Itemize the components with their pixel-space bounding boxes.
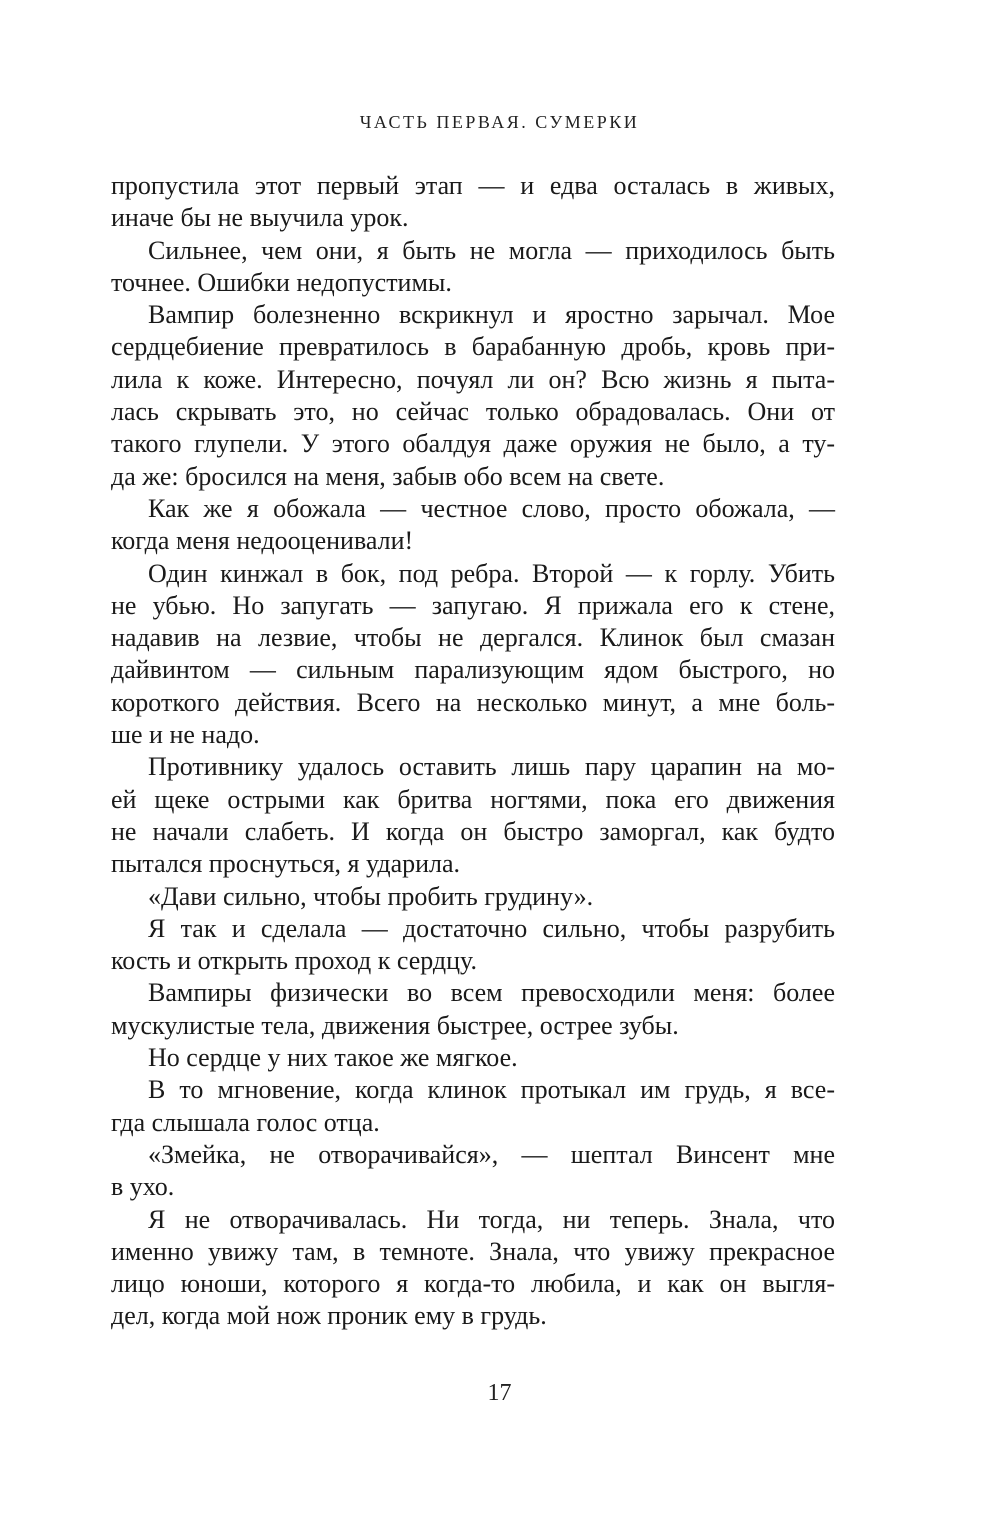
text-line: ше и не надо.: [111, 720, 260, 750]
text-line: да же: бросился на меня, забыв обо всем на свете.: [111, 461, 665, 491]
text-line: Вампир болезненно вскрикнул и яростно зарычал. Мое: [148, 300, 835, 330]
text-line: гда слышала голос отца.: [111, 1107, 380, 1137]
text-line: Как же я обожала — честное слово, просто обожала, —: [148, 493, 835, 523]
text-line: мускулистые тела, движения быстрее, острее зубы.: [111, 1010, 679, 1040]
text-line: лась скрывать это, но сейчас только обрадовалась. Они от: [111, 397, 835, 427]
text-line: лила к коже. Интересно, почуял ли он? Всю жизнь я пыта-: [111, 364, 835, 394]
text-line: короткого действия. Всего на несколько минут, а мне боль-: [111, 687, 835, 717]
text-line: иначе бы не выучила урок.: [111, 203, 409, 233]
text-line: пытался проснуться, я ударила.: [111, 849, 461, 879]
text-line: кость и открыть проход к сердцу.: [111, 946, 477, 976]
text-line: в ухо.: [111, 1172, 175, 1202]
body-text: [111, 170, 835, 1333]
text-line: точнее. Ошибки недопустимы.: [111, 267, 452, 297]
running-head: ЧАСТЬ ПЕРВАЯ. СУМЕРКИ: [359, 112, 640, 132]
text-line: Я не отворачивалась. Ни тогда, ни теперь. Знала, что: [148, 1204, 835, 1234]
text-line: дел, когда мой нож проник ему в грудь.: [111, 1301, 547, 1331]
text-line: когда меня недооценивали!: [111, 526, 414, 556]
text-line: дайвинтом — сильным парализующим ядом быстрого, но: [111, 655, 835, 685]
text-line: лицо юноши, которого я когда-то любила, и как он выгля-: [111, 1269, 835, 1299]
text-line: такого глупели. У этого обалдуя даже оружия не было, а ту-: [111, 429, 835, 459]
text-line: не начали слабеть. И когда он быстро заморгал, как будто: [111, 816, 835, 846]
text-line: Противнику удалось оставить лишь пару царапин на мо-: [148, 752, 835, 782]
text-line: Сильнее, чем они, я быть не могла — приходилось быть: [148, 235, 835, 265]
text-line: ей щеке острыми как бритва ногтями, пока его движения: [111, 784, 835, 814]
text-line: сердцебиение превратилось в барабанную дробь, кровь при-: [111, 332, 835, 362]
text-line: надавив на лезвие, чтобы не дергался. Клинок был смазан: [111, 623, 835, 653]
text-line: именно увижу там, в темноте. Знала, что увижу прекрасное: [111, 1236, 835, 1266]
text-line: не убью. Но запугать — запугаю. Я прижала его к стене,: [111, 590, 835, 620]
text-line: «Змейка, не отворачивайся», — шептал Винсент мне: [148, 1139, 835, 1169]
text-line: Вампиры физически во всем превосходили меня: более: [148, 978, 835, 1008]
text-line: пропустила этот первый этап — и едва осталась в живых,: [111, 171, 835, 200]
text-line: Я так и сделала — достаточно сильно, чтобы разрубить: [148, 913, 835, 943]
page-number: 17: [487, 1380, 512, 1406]
text-line: «Дави сильно, чтобы пробить грудину».: [148, 881, 594, 911]
text-line: В то мгновение, когда клинок протыкал им грудь, я все-: [148, 1075, 835, 1105]
text-line: Но сердце у них такое же мягкое.: [148, 1043, 518, 1073]
text-line: Один кинжал в бок, под ребра. Второй — к горлу. Убить: [148, 558, 835, 588]
